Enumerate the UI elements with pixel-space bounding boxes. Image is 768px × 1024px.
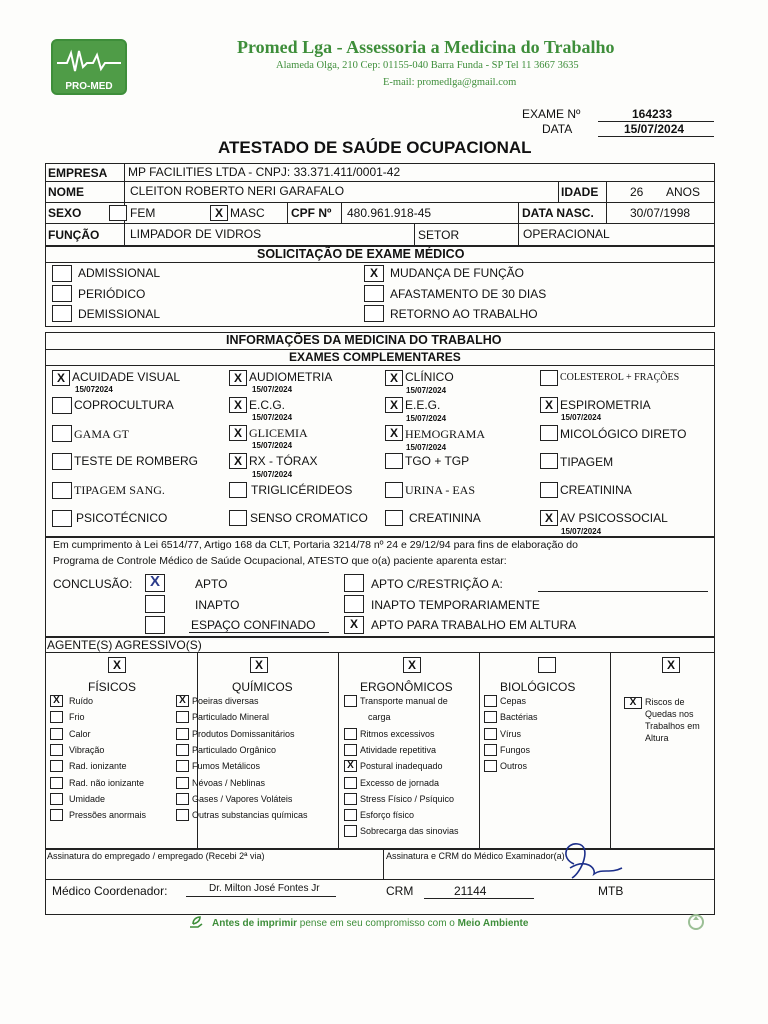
recycle-icon	[687, 913, 705, 931]
solicitacao-title: SOLICITAÇÃO DE EXAME MÉDICO	[257, 247, 465, 261]
agentes-title: AGENTE(S) AGRESSIVO(S)	[47, 638, 202, 652]
colesterol-label: COLESTEROL + FRAÇÕES	[560, 372, 680, 383]
biologicos-item-label: Vírus	[500, 728, 522, 739]
anos-label: ANOS	[666, 185, 701, 199]
retorno-checkbox[interactable]	[364, 305, 384, 322]
clinico-date: 15/07/2024	[406, 386, 447, 395]
fisicos-title: FÍSICOS	[88, 680, 137, 694]
outros-checkbox[interactable]: X	[662, 657, 680, 673]
idade-label: IDADE	[561, 185, 599, 199]
quedas-checkbox[interactable]: X	[624, 697, 642, 709]
inapto-temp-checkbox[interactable]	[344, 595, 364, 613]
ergonomicos-item-checkbox[interactable]	[344, 793, 357, 805]
crm-label: CRM	[386, 884, 414, 898]
ergonomicos-item-label: Excesso de jornada	[360, 777, 440, 788]
eeg-date: 15/07/2024	[406, 414, 447, 423]
triglicerideos-checkbox[interactable]	[229, 482, 247, 498]
acuidade-checkbox[interactable]: X	[52, 370, 70, 386]
quimicos-title: QUÍMICOS	[232, 680, 293, 694]
tgo-checkbox[interactable]	[385, 453, 403, 469]
clinico-label: CLÍNICO	[405, 370, 454, 384]
espaco-label: ESPAÇO CONFINADO	[191, 618, 316, 632]
acuidade-date: 15/072024	[75, 385, 113, 394]
biologicos-title: BIOLÓGICOS	[500, 680, 576, 694]
romberg-checkbox[interactable]	[52, 453, 72, 470]
afastamento-checkbox[interactable]	[364, 285, 384, 302]
outros-item-label: Riscos de	[645, 697, 685, 707]
fisicos-item-label: Rad. não ionizante	[69, 777, 145, 788]
biologicos-item-label: Outros	[500, 761, 528, 772]
mudanca-checkbox[interactable]: X	[364, 265, 384, 282]
hand-plant-icon	[188, 915, 206, 931]
fem-label: FEM	[130, 206, 156, 220]
sexo-label: SEXO	[48, 206, 82, 220]
biologicos-item-label: Cepas	[500, 696, 527, 706]
quimicos-item-checkbox[interactable]	[176, 777, 189, 789]
av-psico-date: 15/07/2024	[561, 527, 602, 536]
fisicos-item-checkbox[interactable]	[50, 809, 63, 821]
idade-value: 26	[630, 185, 644, 199]
mudanca-label: MUDANÇA DE FUNÇÃO	[390, 266, 525, 280]
ergonomicos-checkbox[interactable]: X	[403, 657, 421, 673]
heartbeat-icon	[57, 47, 121, 75]
footer-message: Antes de imprimir pense em seu compromisso com o Meio Ambiente	[212, 918, 529, 929]
quimicos-item-label: Poeiras diversas	[192, 696, 259, 706]
info-title: INFORMAÇÕES DA MEDICINA DO TRABALHO	[226, 333, 502, 347]
biologicos-checkbox[interactable]	[538, 657, 556, 673]
audiometria-checkbox[interactable]: X	[229, 370, 247, 386]
hemograma-label: HEMOGRAMA	[405, 427, 486, 441]
fisicos-item-checkbox[interactable]	[50, 744, 63, 756]
mtb-label: MTB	[598, 884, 624, 898]
ergonomicos-item-label: Esforço físico	[360, 810, 415, 821]
rx-checkbox[interactable]: X	[229, 453, 247, 469]
promed-logo	[51, 39, 127, 95]
audiometria-date: 15/07/2024	[252, 385, 293, 394]
fisicos-item-label: Frio	[69, 712, 85, 723]
av-psico-checkbox[interactable]: X	[540, 510, 558, 526]
ergonomicos-item-checkbox[interactable]	[344, 695, 357, 707]
hemograma-date: 15/07/2024	[406, 443, 447, 452]
fisicos-item-label: Vibração	[69, 744, 105, 755]
periodico-label: PERIÓDICO	[78, 287, 146, 301]
ergonomicos-item-label: Postural inadequado	[360, 761, 443, 772]
ergonomicos-item-label: Atividade repetitiva	[360, 744, 437, 755]
creatinina2-label: CREATININA	[409, 511, 481, 525]
fisicos-item-checkbox[interactable]	[50, 760, 63, 772]
funcao-label: FUNÇÃO	[48, 228, 100, 242]
altura-checkbox[interactable]: X	[344, 616, 364, 634]
glicemia-checkbox[interactable]: X	[229, 425, 247, 441]
ergonomicos-item-label: Transporte manual de	[360, 696, 448, 706]
apto-restricao-checkbox[interactable]	[344, 574, 364, 592]
periodico-checkbox[interactable]	[52, 285, 72, 302]
apto-restricao-label: APTO C/RESTRIÇÃO A:	[371, 577, 503, 591]
glicemia-date: 15/07/2024	[252, 441, 293, 450]
ergonomicos-item-checkbox[interactable]	[344, 744, 357, 756]
urina-checkbox[interactable]	[385, 482, 403, 498]
logo-label: PRO-MED	[65, 81, 113, 92]
quimicos-item-checkbox[interactable]	[176, 728, 189, 740]
tipagem-sang-checkbox[interactable]	[52, 482, 72, 499]
micologico-checkbox[interactable]	[540, 425, 558, 441]
biologicos-item-label: Bactérias	[500, 712, 538, 723]
ergonomicos-item-label: Sobrecarga das sinovias	[360, 826, 459, 837]
nasc-label: DATA NASC.	[522, 206, 594, 220]
legal-text-line2: Programa de Controle Médico de Saúde Ocupacional, ATESTO que o(a) paciente aparenta estar:	[53, 555, 507, 567]
quimicos-item-checkbox[interactable]	[176, 711, 189, 723]
exam-number-label: EXAME Nº	[522, 107, 581, 121]
tipagem-label: TIPAGEM	[560, 455, 614, 469]
outros-item-label: Quedas nos	[645, 709, 694, 719]
ergonomicos-item-label: Stress Físico / Psíquico	[360, 793, 455, 804]
demissional-checkbox[interactable]	[52, 305, 72, 322]
ecg-label: E.C.G.	[249, 398, 286, 412]
fisicos-item-checkbox[interactable]	[50, 711, 63, 723]
psicotecnico-checkbox[interactable]	[52, 510, 72, 527]
inapto-checkbox[interactable]	[145, 595, 165, 613]
quimicos-item-checkbox[interactable]: X	[176, 695, 189, 707]
tipagem-sang-label: TIPAGEM SANG.	[74, 483, 165, 497]
demissional-label: DEMISSIONAL	[78, 307, 161, 321]
ergonomicos-item-checkbox[interactable]	[344, 825, 357, 837]
exam-number: 164233	[632, 107, 673, 121]
fisicos-item-checkbox[interactable]: X	[50, 695, 63, 707]
admissional-checkbox[interactable]	[52, 265, 72, 282]
rx-label: RX - TÓRAX	[249, 454, 318, 468]
outros-item-label: Trabalhos em	[645, 721, 700, 731]
page-title: ATESTADO DE SAÚDE OCUPACIONAL	[218, 138, 532, 157]
nome-value: CLEITON ROBERTO NERI GARAFALO	[130, 184, 345, 198]
coprocultura-label: COPROCULTURA	[74, 398, 174, 412]
company-name: Promed Lga - Assessoria a Medicina do Trabalho	[237, 37, 615, 57]
fisicos-item-label: Calor	[69, 728, 91, 739]
retorno-label: RETORNO AO TRABALHO	[390, 307, 538, 321]
espirometria-label: ESPIROMETRIA	[560, 398, 651, 412]
tipagem-checkbox[interactable]	[540, 453, 558, 469]
setor-label: SETOR	[418, 228, 460, 242]
afastamento-label: AFASTAMENTO DE 30 DIAS	[390, 287, 547, 301]
ergonomicos-item-label: carga	[368, 712, 391, 723]
apto-checkbox[interactable]: X	[145, 574, 165, 592]
espirometria-date: 15/07/2024	[561, 413, 602, 422]
micologico-label: MICOLÓGICO DIRETO	[560, 427, 687, 441]
apto-label: APTO	[195, 577, 228, 591]
fisicos-item-checkbox[interactable]	[50, 793, 63, 805]
creatinina2-checkbox[interactable]	[385, 510, 403, 526]
ergonomicos-item-label: Ritmos excessivos	[360, 728, 435, 739]
fisicos-item-checkbox[interactable]	[50, 777, 63, 789]
quimicos-item-checkbox[interactable]	[176, 793, 189, 805]
empregado-signature-label: Assinatura do empregado / empregado (Recebi 2ª via)	[47, 851, 265, 861]
quimicos-item-label: Produtos Domissanitários	[192, 728, 295, 739]
av-psico-label: AV PSICOSSOCIAL	[560, 511, 668, 525]
biologicos-item-checkbox[interactable]	[484, 711, 497, 723]
coordenador-label: Médico Coordenador:	[52, 884, 168, 898]
urina-label: URINA - EAS	[405, 483, 476, 497]
eeg-checkbox[interactable]: X	[385, 397, 403, 413]
quimicos-item-checkbox[interactable]	[176, 809, 189, 821]
quimicos-item-label: Fumos Metálicos	[192, 761, 261, 772]
outros-item-label: Altura	[645, 733, 669, 743]
colesterol-checkbox[interactable]	[540, 370, 558, 386]
hemograma-checkbox[interactable]: X	[385, 425, 403, 441]
quimicos-item-label: Gases / Vapores Voláteis	[192, 793, 293, 804]
funcao-value: LIMPADOR DE VIDROS	[130, 227, 262, 241]
fisicos-checkbox[interactable]: X	[108, 657, 126, 673]
quimicos-item-checkbox[interactable]	[176, 744, 189, 756]
biologicos-item-checkbox[interactable]	[484, 744, 497, 756]
acuidade-label: ACUIDADE VISUAL	[72, 370, 181, 384]
conclusao-label: CONCLUSÃO:	[53, 577, 133, 591]
senso-label: SENSO CROMATICO	[250, 511, 368, 525]
company-email: E-mail: promedlga@gmail.com	[383, 77, 517, 88]
ergonomicos-item-checkbox[interactable]	[344, 728, 357, 740]
psicotecnico-label: PSICOTÉCNICO	[76, 511, 168, 525]
espirometria-checkbox[interactable]: X	[540, 397, 558, 413]
creatinina1-checkbox[interactable]	[540, 482, 558, 498]
quimicos-item-label: Névoas / Neblinas	[192, 777, 266, 788]
audiometria-label: AUDIOMETRIA	[249, 370, 333, 384]
empresa-value: MP FACILITIES LTDA - CNPJ: 33.371.411/0001-42	[128, 165, 401, 179]
legal-text-line1: Em cumprimento à Lei 6514/77, Artigo 168 da CLT, Portaria 3214/78 nº 24 e 29/12/94 para fins de elaboração do	[53, 539, 578, 551]
ergonomicos-item-checkbox[interactable]: X	[344, 760, 357, 772]
quimicos-item-checkbox[interactable]	[176, 760, 189, 772]
ecg-checkbox[interactable]: X	[229, 397, 247, 413]
nome-label: NOME	[48, 185, 84, 199]
gama-checkbox[interactable]	[52, 425, 72, 442]
exam-date: 15/07/2024	[624, 122, 685, 136]
eeg-label: E.E.G.	[405, 398, 441, 412]
inapto-label: INAPTO	[195, 598, 240, 612]
doctor-signature	[556, 838, 626, 888]
ergonomicos-item-checkbox[interactable]	[344, 777, 357, 789]
masc-checkbox[interactable]: X	[210, 205, 228, 221]
ergonomicos-item-checkbox[interactable]	[344, 809, 357, 821]
admissional-label: ADMISSIONAL	[78, 266, 161, 280]
altura-label: APTO PARA TRABALHO EM ALTURA	[371, 618, 577, 632]
espaco-checkbox[interactable]	[145, 616, 165, 634]
cpf-label: CPF Nº	[291, 206, 332, 220]
tgo-label: TGO + TGP	[405, 454, 470, 468]
medico-signature-label: Assinatura e CRM do Médico Examinador(a)	[386, 851, 565, 861]
creatinina1-label: CREATININA	[560, 483, 632, 497]
biologicos-item-checkbox[interactable]	[484, 760, 497, 772]
romberg-label: TESTE DE ROMBERG	[74, 454, 199, 468]
crm-number: 21144	[454, 884, 487, 898]
quimicos-item-label: Outras substancias químicas	[192, 810, 308, 821]
setor-value: OPERACIONAL	[523, 227, 610, 241]
fisicos-item-label: Umidade	[69, 793, 106, 804]
masc-label: MASC	[230, 206, 265, 220]
quimicos-item-label: Particulado Orgânico	[192, 744, 277, 755]
exames-subtitle: EXAMES COMPLEMENTARES	[289, 350, 461, 364]
coprocultura-checkbox[interactable]	[52, 397, 72, 414]
glicemia-label: GLICEMIA	[249, 426, 308, 440]
nasc-value: 30/07/1998	[630, 206, 691, 220]
inapto-temp-label: INAPTO TEMPORARIAMENTE	[371, 598, 540, 612]
quimicos-item-label: Particulado Mineral	[192, 712, 270, 723]
ergonomicos-title: ERGONÔMICOS	[360, 680, 453, 694]
gama-label: GAMA GT	[74, 427, 130, 441]
senso-checkbox[interactable]	[229, 510, 247, 526]
rx-date: 15/07/2024	[252, 470, 293, 479]
triglicerideos-label: TRIGLICÉRIDEOS	[251, 483, 353, 497]
clinico-checkbox[interactable]: X	[385, 370, 403, 386]
company-address: Alameda Olga, 210 Cep: 01155-040 Barra Funda - SP Tel 11 3667 3635	[276, 60, 579, 71]
fem-checkbox[interactable]	[109, 205, 127, 221]
biologicos-item-label: Fungos	[500, 744, 531, 755]
quimicos-checkbox[interactable]: X	[250, 657, 268, 673]
fisicos-item-label: Rad. ionizante	[69, 761, 127, 772]
exam-date-label: DATA	[542, 122, 573, 136]
fisicos-item-label: Ruído	[69, 696, 94, 706]
ecg-date: 15/07/2024	[252, 413, 293, 422]
biologicos-item-checkbox[interactable]	[484, 728, 497, 740]
empresa-label: EMPRESA	[48, 166, 108, 180]
biologicos-item-checkbox[interactable]	[484, 695, 497, 707]
coordenador-name: Dr. Milton José Fontes Jr	[209, 883, 320, 894]
fisicos-item-checkbox[interactable]	[50, 728, 63, 740]
cpf-value: 480.961.918-45	[347, 206, 432, 220]
fisicos-item-label: Pressões anormais	[69, 810, 147, 821]
